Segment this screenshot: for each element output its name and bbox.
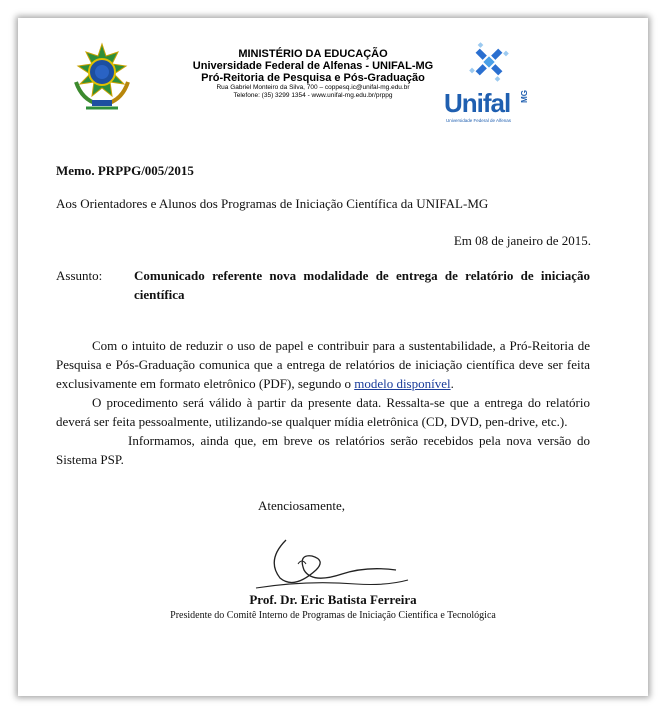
paragraph-1-end: . bbox=[450, 376, 454, 391]
university-title: Universidade Federal de Alfenas - UNIFAL-MG bbox=[192, 60, 434, 72]
logo-subtitle: Universidade Federal de Alfenas bbox=[446, 118, 512, 123]
subject-text: Comunicado referente nova modalidade de entrega de relatório de iniciação científica bbox=[134, 268, 590, 302]
memo-page bbox=[18, 18, 648, 696]
closing-line: Atenciosamente, bbox=[258, 498, 345, 513]
date-line: Em 08 de janeiro de 2015. bbox=[453, 233, 591, 248]
handwritten-signature bbox=[246, 530, 416, 594]
department-title: Pró-Reitoria de Pesquisa e Pós-Graduação bbox=[201, 72, 425, 84]
unifal-logo bbox=[444, 40, 534, 128]
memo-body bbox=[56, 336, 590, 469]
model-link[interactable]: modelo disponível bbox=[354, 376, 451, 391]
paragraph-1 bbox=[56, 336, 590, 393]
address-line: Rua Gabriel Monteiro da Silva, 700 – coppesq.ic@unifal-mg.edu.br bbox=[216, 84, 410, 91]
memo-number: Memo. PRPPG/005/2015 bbox=[56, 163, 194, 178]
letterhead bbox=[138, 48, 488, 100]
unifal-emblem-icon bbox=[444, 40, 534, 90]
ministry-title: MINISTÉRIO DA EDUCAÇÃO bbox=[238, 48, 388, 60]
subject-label: Assunto: bbox=[56, 268, 103, 283]
signatory-name: Prof. Dr. Eric Batista Ferreira bbox=[249, 592, 417, 607]
logo-wordmark: Unifal bbox=[444, 88, 511, 118]
paragraph-3: Informamos, ainda que, em breve os relatórios serão recebidos pela nova versão do Sistema PSP. bbox=[56, 433, 590, 467]
logo-suffix: MG bbox=[520, 90, 529, 103]
signatory-role: Presidente do Comitê Interno de Programas de Iniciação Científica e Tecnológica bbox=[170, 610, 496, 621]
brazil-coat-of-arms-icon bbox=[72, 42, 132, 114]
paragraph-2: O procedimento será válido à partir da presente data. Ressalta-se que a entrega do relatório deverá ser feita pessoalmente, utilizando-se qualquer mídia eletrônica (CD, DVD, pen-drive, etc.). bbox=[56, 395, 590, 429]
paragraph-1-text: Com o intuito de reduzir o uso de papel e contribuir para a sustentabilidade, a Pró-Reitoria de Pesquisa e Pós-Graduação comunica que a entrega de relatórios de iniciação científica deve ser feita exclusivamente em formato eletrônico (PDF), segundo o bbox=[56, 338, 590, 391]
recipients-line: Aos Orientadores e Alunos dos Programas de Iniciação Científica da UNIFAL-MG bbox=[56, 196, 489, 211]
phone-line: Telefone: (35) 3299 1354 - www.unifal-mg.edu.br/prppg bbox=[233, 92, 393, 99]
